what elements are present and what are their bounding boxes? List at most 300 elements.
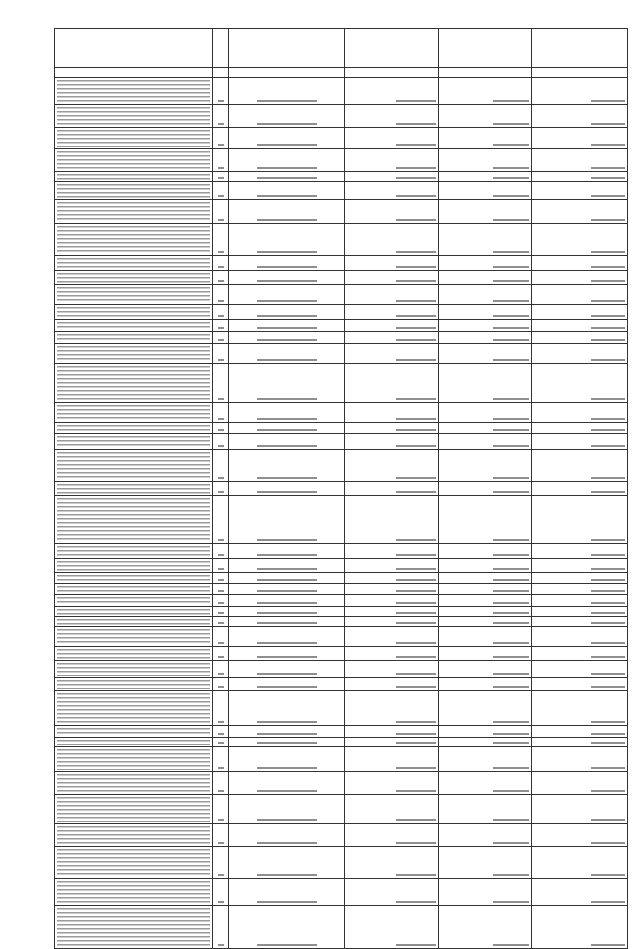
row-executed-cell <box>439 584 532 595</box>
row-approved-cell <box>345 78 439 105</box>
table-row <box>55 423 628 434</box>
row-executed-cell <box>439 256 532 271</box>
row-code-cell <box>229 482 345 496</box>
row-executed-cell <box>439 496 532 544</box>
row-remaining-cell <box>532 105 628 128</box>
row-remaining-cell <box>532 182 628 200</box>
row-code-cell <box>229 772 345 795</box>
row-name-cell <box>55 738 213 747</box>
header-line-code <box>213 29 229 68</box>
row-line-cell <box>213 595 229 607</box>
row-line-cell <box>213 364 229 403</box>
row-code-cell <box>229 364 345 403</box>
row-approved-cell <box>345 344 439 364</box>
row-line-cell <box>213 847 229 879</box>
row-approved-cell <box>345 847 439 879</box>
row-code-cell <box>229 607 345 617</box>
row-remaining-cell <box>532 544 628 559</box>
row-line-cell <box>213 617 229 627</box>
row-approved-cell <box>345 172 439 182</box>
row-line-cell <box>213 128 229 149</box>
row-approved-cell <box>345 182 439 200</box>
row-line-cell <box>213 320 229 332</box>
header-executed <box>439 29 532 68</box>
row-line-cell <box>213 691 229 726</box>
row-approved-cell <box>345 256 439 271</box>
row-executed-cell <box>439 128 532 149</box>
row-remaining-cell <box>532 78 628 105</box>
row-approved-cell <box>345 434 439 450</box>
row-approved-cell <box>345 559 439 573</box>
row-executed-cell <box>439 595 532 607</box>
row-approved-cell <box>345 200 439 224</box>
row-line-cell <box>213 559 229 573</box>
row-executed-cell <box>439 403 532 423</box>
row-approved-cell <box>345 285 439 305</box>
row-code-cell <box>229 678 345 691</box>
row-executed-cell <box>439 364 532 403</box>
row-remaining-cell <box>532 906 628 949</box>
row-name-cell <box>55 172 213 182</box>
row-executed-cell <box>439 573 532 584</box>
row-remaining-cell <box>532 496 628 544</box>
row-name-cell <box>55 595 213 607</box>
row-name-cell <box>55 824 213 847</box>
row-name-cell <box>55 772 213 795</box>
table-row <box>55 627 628 647</box>
row-executed-cell <box>439 847 532 879</box>
row-line-cell <box>213 647 229 661</box>
row-remaining-cell <box>532 200 628 224</box>
row-line-cell <box>213 434 229 450</box>
row-remaining-cell <box>532 305 628 320</box>
row-name-cell <box>55 906 213 949</box>
row-executed-cell <box>439 172 532 182</box>
row-approved-cell <box>345 573 439 584</box>
row-name-cell <box>55 617 213 627</box>
header-name <box>55 29 213 68</box>
row-approved-cell <box>345 691 439 726</box>
row-executed-cell <box>439 344 532 364</box>
row-code-cell <box>229 738 345 747</box>
row-remaining-cell <box>532 647 628 661</box>
row-name-cell <box>55 496 213 544</box>
row-code-cell <box>229 344 345 364</box>
row-name-cell <box>55 450 213 482</box>
row-name-cell <box>55 544 213 559</box>
row-approved-cell <box>345 128 439 149</box>
row-executed-cell <box>439 661 532 678</box>
row-approved-cell <box>345 738 439 747</box>
table-row <box>55 559 628 573</box>
row-approved-cell <box>345 647 439 661</box>
table-row <box>55 647 628 661</box>
row-line-cell <box>213 344 229 364</box>
row-executed-cell <box>439 200 532 224</box>
row-code-cell <box>229 105 345 128</box>
row-approved-cell <box>345 584 439 595</box>
table-row <box>55 271 628 285</box>
table-row <box>55 344 628 364</box>
row-executed-cell <box>439 824 532 847</box>
row-approved-cell <box>345 772 439 795</box>
row-approved-cell <box>345 678 439 691</box>
row-remaining-cell <box>532 627 628 647</box>
row-code-cell <box>229 285 345 305</box>
row-line-cell <box>213 332 229 344</box>
table-row <box>55 795 628 824</box>
table-row <box>55 78 628 105</box>
row-code-cell <box>229 647 345 661</box>
row-code-cell <box>229 627 345 647</box>
table-row <box>55 747 628 772</box>
row-executed-cell <box>439 559 532 573</box>
table-row <box>55 320 628 332</box>
row-remaining-cell <box>532 344 628 364</box>
row-line-cell <box>213 678 229 691</box>
row-line-cell <box>213 403 229 423</box>
row-name-cell <box>55 661 213 678</box>
row-approved-cell <box>345 496 439 544</box>
row-remaining-cell <box>532 559 628 573</box>
row-executed-cell <box>439 906 532 949</box>
row-approved-cell <box>345 627 439 647</box>
row-remaining-cell <box>532 607 628 617</box>
table-row <box>55 595 628 607</box>
row-code-cell <box>229 879 345 906</box>
row-name-cell <box>55 607 213 617</box>
row-remaining-cell <box>532 256 628 271</box>
row-name-cell <box>55 344 213 364</box>
table-row <box>55 305 628 320</box>
row-line-cell <box>213 305 229 320</box>
row-code-cell <box>229 747 345 772</box>
row-remaining-cell <box>532 726 628 738</box>
row-approved-cell <box>345 403 439 423</box>
table-row <box>55 105 628 128</box>
row-name-cell <box>55 678 213 691</box>
row-executed-cell <box>439 879 532 906</box>
row-code-cell <box>229 332 345 344</box>
table-row <box>55 403 628 423</box>
row-line-cell <box>213 200 229 224</box>
header-remaining <box>532 29 628 68</box>
budget-execution-table <box>54 28 628 949</box>
row-approved-cell <box>345 747 439 772</box>
row-line-cell <box>213 584 229 595</box>
row-approved-cell <box>345 906 439 949</box>
row-executed-cell <box>439 544 532 559</box>
row-line-cell <box>213 149 229 172</box>
row-line-cell <box>213 573 229 584</box>
row-line-cell <box>213 482 229 496</box>
row-name-cell <box>55 627 213 647</box>
row-code-cell <box>229 305 345 320</box>
table-row <box>55 772 628 795</box>
row-name-cell <box>55 364 213 403</box>
row-name-cell <box>55 200 213 224</box>
row-approved-cell <box>345 795 439 824</box>
table-row <box>55 824 628 847</box>
row-code-cell <box>229 584 345 595</box>
row-remaining-cell <box>532 403 628 423</box>
row-line-cell <box>213 738 229 747</box>
row-approved-cell <box>345 607 439 617</box>
table-row <box>55 224 628 256</box>
row-line-cell <box>213 726 229 738</box>
table-row <box>55 434 628 450</box>
row-executed-cell <box>439 305 532 320</box>
row-executed-cell <box>439 627 532 647</box>
row-remaining-cell <box>532 271 628 285</box>
table-row <box>55 661 628 678</box>
row-executed-cell <box>439 647 532 661</box>
row-code-cell <box>229 617 345 627</box>
table-row <box>55 332 628 344</box>
row-executed-cell <box>439 607 532 617</box>
row-executed-cell <box>439 285 532 305</box>
row-code-cell <box>229 691 345 726</box>
row-approved-cell <box>345 224 439 256</box>
row-line-cell <box>213 271 229 285</box>
row-code-cell <box>229 573 345 584</box>
row-executed-cell <box>439 482 532 496</box>
row-remaining-cell <box>532 617 628 627</box>
row-code-cell <box>229 271 345 285</box>
table-row <box>55 879 628 906</box>
row-code-cell <box>229 403 345 423</box>
header-classification-code <box>229 29 345 68</box>
row-code-cell <box>229 795 345 824</box>
row-remaining-cell <box>532 224 628 256</box>
row-line-cell <box>213 661 229 678</box>
row-remaining-cell <box>532 128 628 149</box>
row-executed-cell <box>439 271 532 285</box>
table-row <box>55 691 628 726</box>
row-name-cell <box>55 149 213 172</box>
row-code-cell <box>229 200 345 224</box>
row-executed-cell <box>439 795 532 824</box>
row-code-cell <box>229 128 345 149</box>
row-name-cell <box>55 482 213 496</box>
row-remaining-cell <box>532 285 628 305</box>
row-name-cell <box>55 795 213 824</box>
row-remaining-cell <box>532 772 628 795</box>
row-remaining-cell <box>532 423 628 434</box>
row-code-cell <box>229 450 345 482</box>
row-remaining-cell <box>532 738 628 747</box>
row-code-cell <box>229 544 345 559</box>
row-approved-cell <box>345 661 439 678</box>
table-row <box>55 738 628 747</box>
table-row <box>55 496 628 544</box>
row-executed-cell <box>439 617 532 627</box>
row-line-cell <box>213 747 229 772</box>
row-name-cell <box>55 78 213 105</box>
row-remaining-cell <box>532 678 628 691</box>
row-approved-cell <box>345 879 439 906</box>
row-line-cell <box>213 544 229 559</box>
table-row <box>55 172 628 182</box>
row-code-cell <box>229 434 345 450</box>
table-row <box>55 256 628 271</box>
row-approved-cell <box>345 320 439 332</box>
row-code-cell <box>229 149 345 172</box>
row-executed-cell <box>439 434 532 450</box>
row-name-cell <box>55 128 213 149</box>
row-remaining-cell <box>532 747 628 772</box>
row-executed-cell <box>439 149 532 172</box>
row-line-cell <box>213 906 229 949</box>
row-code-cell <box>229 496 345 544</box>
row-remaining-cell <box>532 847 628 879</box>
row-name-cell <box>55 726 213 738</box>
row-remaining-cell <box>532 434 628 450</box>
row-line-cell <box>213 772 229 795</box>
table-row <box>55 450 628 482</box>
table-row <box>55 607 628 617</box>
row-name-cell <box>55 182 213 200</box>
row-code-cell <box>229 172 345 182</box>
row-line-cell <box>213 824 229 847</box>
row-line-cell <box>213 795 229 824</box>
header-approved <box>345 29 439 68</box>
row-executed-cell <box>439 726 532 738</box>
table-row <box>55 584 628 595</box>
table-header-row <box>55 29 628 68</box>
row-code-cell <box>229 78 345 105</box>
row-code-cell <box>229 595 345 607</box>
row-remaining-cell <box>532 320 628 332</box>
row-executed-cell <box>439 332 532 344</box>
row-code-cell <box>229 661 345 678</box>
row-approved-cell <box>345 305 439 320</box>
row-approved-cell <box>345 617 439 627</box>
row-name-cell <box>55 559 213 573</box>
row-executed-cell <box>439 678 532 691</box>
row-code-cell <box>229 256 345 271</box>
row-name-cell <box>55 332 213 344</box>
row-executed-cell <box>439 78 532 105</box>
row-approved-cell <box>345 364 439 403</box>
row-executed-cell <box>439 320 532 332</box>
table-row <box>55 364 628 403</box>
row-line-cell <box>213 224 229 256</box>
column-number-row <box>55 68 628 78</box>
row-name-cell <box>55 320 213 332</box>
row-line-cell <box>213 182 229 200</box>
column-number <box>213 68 229 78</box>
row-line-cell <box>213 450 229 482</box>
row-executed-cell <box>439 747 532 772</box>
row-remaining-cell <box>532 364 628 403</box>
row-remaining-cell <box>532 573 628 584</box>
column-number <box>345 68 439 78</box>
row-approved-cell <box>345 332 439 344</box>
column-number <box>229 68 345 78</box>
row-executed-cell <box>439 450 532 482</box>
row-code-cell <box>229 182 345 200</box>
row-approved-cell <box>345 595 439 607</box>
row-remaining-cell <box>532 172 628 182</box>
row-name-cell <box>55 434 213 450</box>
table-row <box>55 182 628 200</box>
table-row <box>55 285 628 305</box>
row-executed-cell <box>439 738 532 747</box>
row-line-cell <box>213 172 229 182</box>
table-row <box>55 617 628 627</box>
row-approved-cell <box>345 149 439 172</box>
row-name-cell <box>55 847 213 879</box>
row-remaining-cell <box>532 482 628 496</box>
row-remaining-cell <box>532 795 628 824</box>
row-remaining-cell <box>532 879 628 906</box>
table-row <box>55 906 628 949</box>
row-code-cell <box>229 847 345 879</box>
row-remaining-cell <box>532 149 628 172</box>
row-approved-cell <box>345 450 439 482</box>
row-remaining-cell <box>532 450 628 482</box>
row-approved-cell <box>345 423 439 434</box>
row-remaining-cell <box>532 691 628 726</box>
row-code-cell <box>229 224 345 256</box>
table-row <box>55 149 628 172</box>
row-name-cell <box>55 224 213 256</box>
table-body <box>55 78 628 949</box>
row-name-cell <box>55 647 213 661</box>
column-number <box>439 68 532 78</box>
table-row <box>55 847 628 879</box>
row-name-cell <box>55 256 213 271</box>
row-line-cell <box>213 105 229 128</box>
row-name-cell <box>55 691 213 726</box>
row-line-cell <box>213 607 229 617</box>
row-code-cell <box>229 320 345 332</box>
row-remaining-cell <box>532 332 628 344</box>
row-remaining-cell <box>532 824 628 847</box>
row-line-cell <box>213 496 229 544</box>
row-name-cell <box>55 305 213 320</box>
row-remaining-cell <box>532 661 628 678</box>
row-name-cell <box>55 285 213 305</box>
row-executed-cell <box>439 423 532 434</box>
row-name-cell <box>55 403 213 423</box>
table-row <box>55 128 628 149</box>
row-code-cell <box>229 726 345 738</box>
row-approved-cell <box>345 105 439 128</box>
row-line-cell <box>213 78 229 105</box>
row-code-cell <box>229 906 345 949</box>
row-line-cell <box>213 285 229 305</box>
row-name-cell <box>55 573 213 584</box>
row-line-cell <box>213 627 229 647</box>
row-executed-cell <box>439 182 532 200</box>
row-name-cell <box>55 584 213 595</box>
row-code-cell <box>229 824 345 847</box>
row-approved-cell <box>345 824 439 847</box>
row-executed-cell <box>439 105 532 128</box>
row-name-cell <box>55 423 213 434</box>
table-row <box>55 573 628 584</box>
table-row <box>55 200 628 224</box>
row-line-cell <box>213 879 229 906</box>
table-row <box>55 544 628 559</box>
row-code-cell <box>229 423 345 434</box>
column-number <box>55 68 213 78</box>
row-line-cell <box>213 423 229 434</box>
row-executed-cell <box>439 772 532 795</box>
row-name-cell <box>55 879 213 906</box>
